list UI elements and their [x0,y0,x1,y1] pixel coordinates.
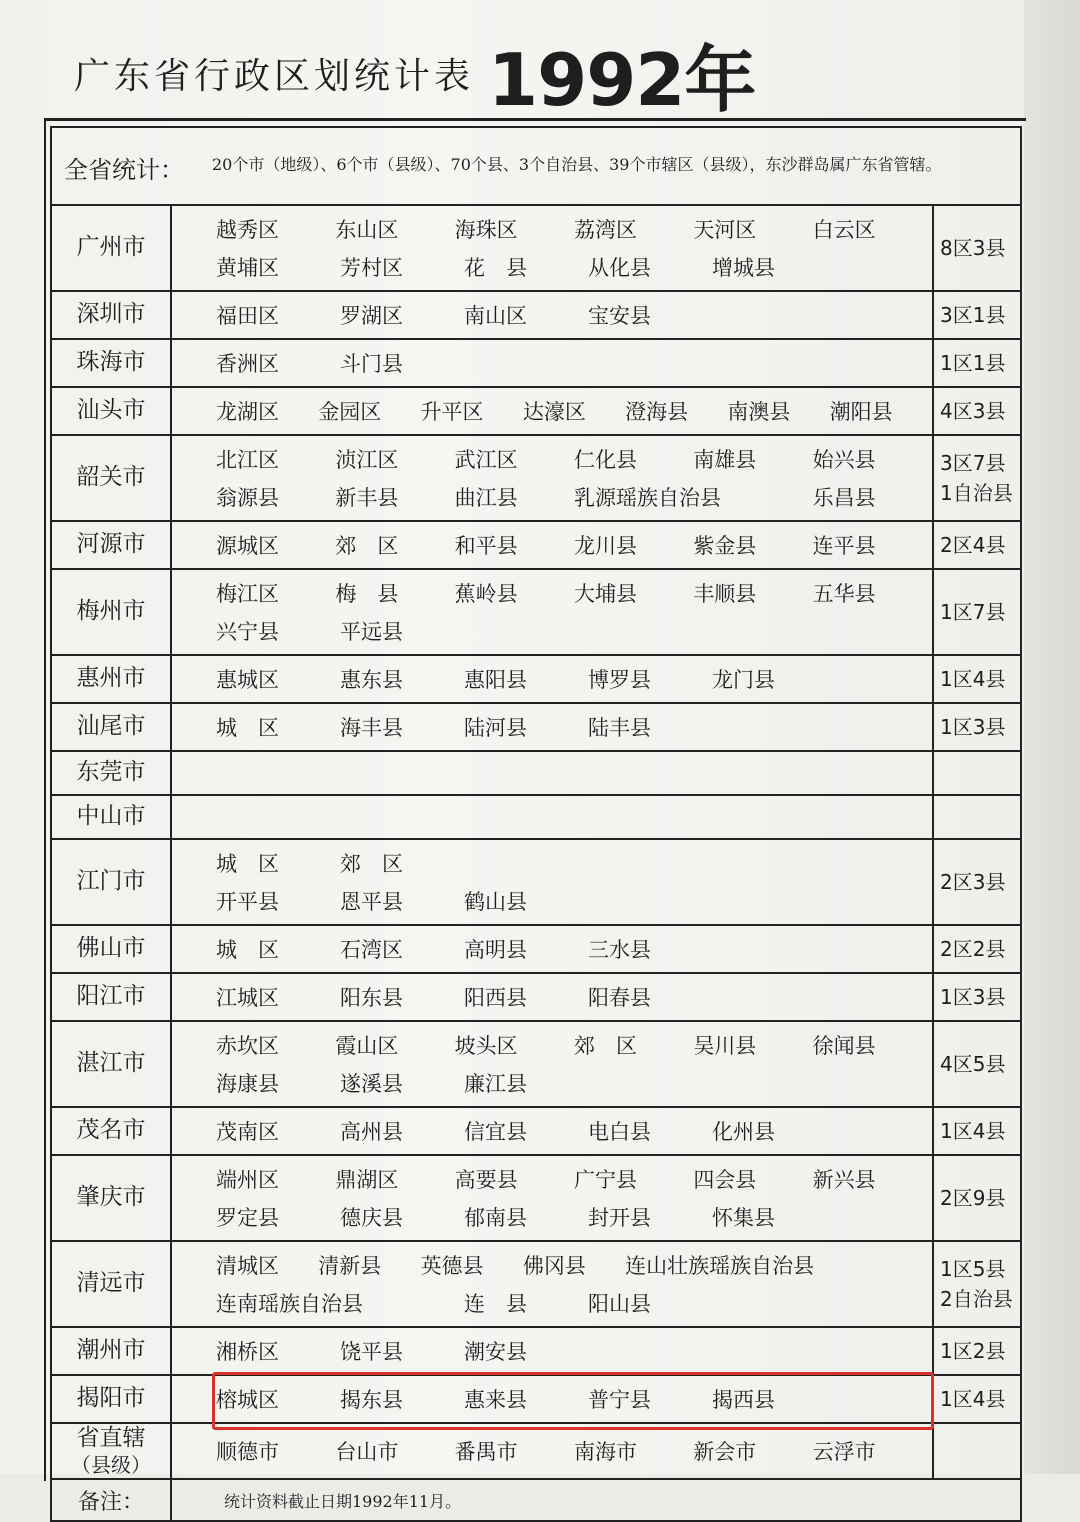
city-name: 汕尾市 [51,703,171,751]
division-unit: 兴宁县 [216,620,279,644]
division-unit: 博罗县 [588,668,651,692]
division-unit: 佛冈县 [522,1254,586,1278]
city-name: 茂名市 [51,1107,171,1155]
unit-row [216,882,932,920]
unit-row [216,210,932,248]
division-unit: 霞山区 [335,1034,399,1058]
division-total: 3区1县 [933,291,1021,339]
division-unit: 廉江县 [464,1072,527,1096]
division-unit: 海康县 [216,1072,279,1096]
division-unit: 升平区 [420,400,484,424]
division-unit: 四会县 [693,1168,757,1192]
division-unit: 仁化县 [573,448,637,472]
city-name: 深圳市 [51,291,171,339]
division-unit: 龙门县 [712,668,775,692]
division-unit: 平远县 [340,620,403,644]
city-name: 韶关市 [51,435,171,521]
table-row [51,205,1021,291]
table-row [51,521,1021,569]
division-units [171,1423,933,1479]
division-unit: 荔湾区 [573,218,637,242]
table-row [51,435,1021,521]
division-units [171,205,933,291]
division-total: 1区4县 [933,1107,1021,1155]
unit-row [216,978,932,1016]
division-units [171,751,933,795]
division-units [171,387,933,435]
table-row [51,387,1021,435]
table-row [51,1021,1021,1107]
division-unit: 花 县 [464,256,527,280]
division-unit: 徐闻县 [812,1034,876,1058]
table-row [51,291,1021,339]
division-units [171,973,933,1021]
division-units [171,1107,933,1155]
city-name: 佛山市 [51,925,171,973]
unit-row [216,1160,932,1198]
division-total: 3区7县 1自治县 [933,435,1021,521]
division-unit: 芳村区 [340,256,403,280]
document-year: 1992年 [488,38,756,122]
unit-row [216,1332,932,1370]
division-unit: 高要县 [454,1168,518,1192]
table-row [51,839,1021,925]
division-unit: 紫金县 [693,534,757,558]
table-row [51,569,1021,655]
unit-row [216,1432,932,1470]
division-total: 1区3县 [933,703,1021,751]
division-unit: 新会市 [693,1440,757,1464]
city-name: 汕头市 [51,387,171,435]
division-units [171,1375,933,1423]
division-unit: 信宜县 [464,1120,527,1144]
division-unit: 乳源瑶族自治县 [573,486,721,510]
division-unit: 天河区 [693,218,757,242]
unit-row [216,478,932,516]
unit-row [216,1026,932,1064]
city-name: 阳江市 [51,973,171,1021]
division-unit: 梅 县 [335,582,399,606]
division-unit: 端州区 [216,1168,279,1192]
division-unit: 增城县 [712,256,775,280]
page-edge-shadow [1024,0,1080,1474]
division-unit: 达濠区 [522,400,586,424]
city-name: 广州市 [51,205,171,291]
division-unit: 遂溪县 [340,1072,403,1096]
division-unit: 海珠区 [454,218,518,242]
city-name: 省直辖 （县级） [51,1423,171,1479]
division-total [933,795,1021,839]
table-row [51,973,1021,1021]
division-unit: 郊 区 [335,534,399,558]
division-unit: 大埔县 [573,582,637,606]
division-unit: 云浮市 [812,1440,876,1464]
division-units [171,521,933,569]
division-unit: 阳西县 [464,986,527,1010]
division-total: 1区5县 2自治县 [933,1241,1021,1327]
division-total: 4区3县 [933,387,1021,435]
division-total: 1区4县 [933,1375,1021,1423]
unit-row [216,1112,932,1150]
division-unit: 武江区 [454,448,518,472]
division-unit: 阳春县 [588,986,651,1010]
division-unit: 斗门县 [340,352,403,376]
division-unit: 宝安县 [588,304,651,328]
division-unit: 五华县 [812,582,876,606]
division-total: 1区7县 [933,569,1021,655]
division-units [171,1241,933,1327]
table-row [51,655,1021,703]
division-total: 2区2县 [933,925,1021,973]
division-unit: 普宁县 [588,1388,651,1412]
division-unit: 龙川县 [573,534,637,558]
division-unit: 从化县 [588,256,651,280]
division-unit: 蕉岭县 [454,582,518,606]
division-total: 8区3县 [933,205,1021,291]
division-unit: 恩平县 [340,890,403,914]
unit-row [216,612,932,650]
division-unit: 英德县 [420,1254,484,1278]
division-units [171,1327,933,1375]
division-units [171,655,933,703]
division-unit: 南雄县 [693,448,757,472]
division-unit: 揭西县 [712,1388,775,1412]
division-unit: 揭东县 [340,1388,403,1412]
summary-label: 全省统计： [64,156,184,184]
division-unit: 吴川县 [693,1034,757,1058]
division-unit: 茂南区 [216,1120,279,1144]
division-total: 1区2县 [933,1327,1021,1375]
division-unit: 北江区 [216,448,279,472]
division-unit: 曲江县 [454,486,518,510]
division-unit: 高明县 [464,938,527,962]
division-unit: 阳东县 [340,986,403,1010]
unit-row [216,1246,932,1284]
table-row [51,1107,1021,1155]
unit-row [216,708,932,746]
division-total: 2区4县 [933,521,1021,569]
table-row [51,1423,1021,1479]
division-unit: 怀集县 [712,1206,775,1230]
division-unit: 和平县 [454,534,518,558]
unit-row [216,1198,932,1236]
division-units [171,839,933,925]
division-unit: 澄海县 [625,400,689,424]
division-unit: 连山壮族瑶族自治县 [625,1254,815,1278]
city-name: 揭阳市 [51,1375,171,1423]
division-unit: 梅江区 [216,582,279,606]
division-unit: 南澳县 [727,400,791,424]
division-unit: 连南瑶族自治县 [216,1292,363,1316]
division-units [171,703,933,751]
table-row [51,339,1021,387]
division-unit: 清新县 [318,1254,382,1278]
division-unit: 乐昌县 [812,486,876,510]
table-row [51,703,1021,751]
note-row [51,1479,1021,1521]
division-units [171,339,933,387]
city-name: 肇庆市 [51,1155,171,1241]
division-unit: 南海市 [573,1440,637,1464]
table-row [51,795,1021,839]
division-unit: 开平县 [216,890,279,914]
unit-row [216,1284,932,1322]
division-units [171,435,933,521]
division-total: 1区4县 [933,655,1021,703]
city-name: 湛江市 [51,1021,171,1107]
city-name: 河源市 [51,521,171,569]
division-unit: 电白县 [588,1120,651,1144]
division-unit: 龙湖区 [216,400,279,424]
admin-division-table [50,204,1022,1522]
division-unit: 潮阳县 [829,400,893,424]
unit-row [216,296,932,334]
unit-row [216,930,932,968]
division-unit: 惠城区 [216,668,279,692]
division-unit: 越秀区 [216,218,279,242]
division-unit: 德庆县 [340,1206,403,1230]
city-name: 潮州市 [51,1327,171,1375]
division-unit: 白云区 [812,218,876,242]
table-row [51,1375,1021,1423]
city-name: 珠海市 [51,339,171,387]
division-unit: 陆丰县 [588,716,651,740]
unit-row [216,526,932,564]
division-unit: 广宁县 [573,1168,637,1192]
division-unit: 郊 区 [340,852,403,876]
document-title: 广东省行政区划统计表 [74,56,475,97]
division-total: 4区5县 [933,1021,1021,1107]
division-unit: 番禺市 [454,1440,518,1464]
division-unit: 惠东县 [340,668,403,692]
division-units [171,925,933,973]
division-units [171,291,933,339]
unit-row [216,1064,932,1102]
division-unit: 东山区 [335,218,399,242]
division-unit: 潮安县 [464,1340,527,1364]
division-unit: 惠来县 [464,1388,527,1412]
division-unit: 翁源县 [216,486,279,510]
city-name: 清远市 [51,1241,171,1327]
division-unit: 榕城区 [216,1388,279,1412]
division-unit: 连平县 [812,534,876,558]
division-unit: 高州县 [340,1120,403,1144]
division-units [171,569,933,655]
division-unit: 江城区 [216,986,279,1010]
division-total: 1区3县 [933,973,1021,1021]
division-total: 2区9县 [933,1155,1021,1241]
division-unit: 惠阳县 [464,668,527,692]
division-unit: 城 区 [216,716,279,740]
division-total: 1区1县 [933,339,1021,387]
division-unit: 丰顺县 [693,582,757,606]
unit-row [216,660,932,698]
unit-row [216,392,932,430]
division-unit: 鹤山县 [464,890,527,914]
division-unit: 始兴县 [812,448,876,472]
division-units [171,1021,933,1107]
note-label: 备注： [51,1479,171,1521]
division-unit: 城 区 [216,938,279,962]
city-name: 中山市 [51,795,171,839]
table-row [51,1241,1021,1327]
division-unit: 顺德市 [216,1440,279,1464]
unit-row [216,844,932,882]
division-unit: 新兴县 [812,1168,876,1192]
division-unit: 郊 区 [573,1034,637,1058]
table-row [51,751,1021,795]
division-total: 2区3县 [933,839,1021,925]
unit-row [216,344,932,382]
division-unit: 三水县 [588,938,651,962]
division-unit: 罗湖区 [340,304,403,328]
division-unit: 鼎湖区 [335,1168,399,1192]
city-name: 江门市 [51,839,171,925]
table-row [51,1155,1021,1241]
unit-row [216,440,932,478]
division-unit: 化州县 [712,1120,775,1144]
division-unit: 金园区 [318,400,382,424]
unit-row [216,574,932,612]
division-units [171,1155,933,1241]
division-unit: 阳山县 [588,1292,651,1316]
table-row [51,1327,1021,1375]
city-name: 惠州市 [51,655,171,703]
division-unit: 罗定县 [216,1206,279,1230]
division-unit: 浈江区 [335,448,399,472]
division-units [171,795,933,839]
division-unit: 清城区 [216,1254,279,1278]
division-unit: 赤坎区 [216,1034,279,1058]
unit-row [216,1380,932,1418]
division-unit: 福田区 [216,304,279,328]
division-unit: 海丰县 [340,716,403,740]
note-text: 统计资料截止日期1992年11月。 [171,1479,1021,1521]
division-unit: 香洲区 [216,352,279,376]
division-unit: 湘桥区 [216,1340,279,1364]
division-unit: 郁南县 [464,1206,527,1230]
division-unit: 坡头区 [454,1034,518,1058]
division-unit: 南山区 [464,304,527,328]
unit-row [216,248,932,286]
division-unit: 新丰县 [335,486,399,510]
summary-text: 20个市（地级）、6个市（县级）、70个县、3个自治县、39个市辖区（县级），东沙群岛属广东省管辖。 [212,155,942,174]
division-unit: 封开县 [588,1206,651,1230]
city-name: 东莞市 [51,751,171,795]
division-unit: 陆河县 [464,716,527,740]
division-unit: 黄埔区 [216,256,279,280]
division-unit: 石湾区 [340,938,403,962]
table-row [51,925,1021,973]
division-unit: 连 县 [464,1292,527,1316]
division-unit: 台山市 [335,1440,399,1464]
city-name: 梅州市 [51,569,171,655]
summary-box [50,126,1022,206]
division-total [933,1423,1021,1479]
division-unit: 城 区 [216,852,279,876]
division-unit: 饶平县 [340,1340,403,1364]
division-total [933,751,1021,795]
division-unit: 源城区 [216,534,279,558]
